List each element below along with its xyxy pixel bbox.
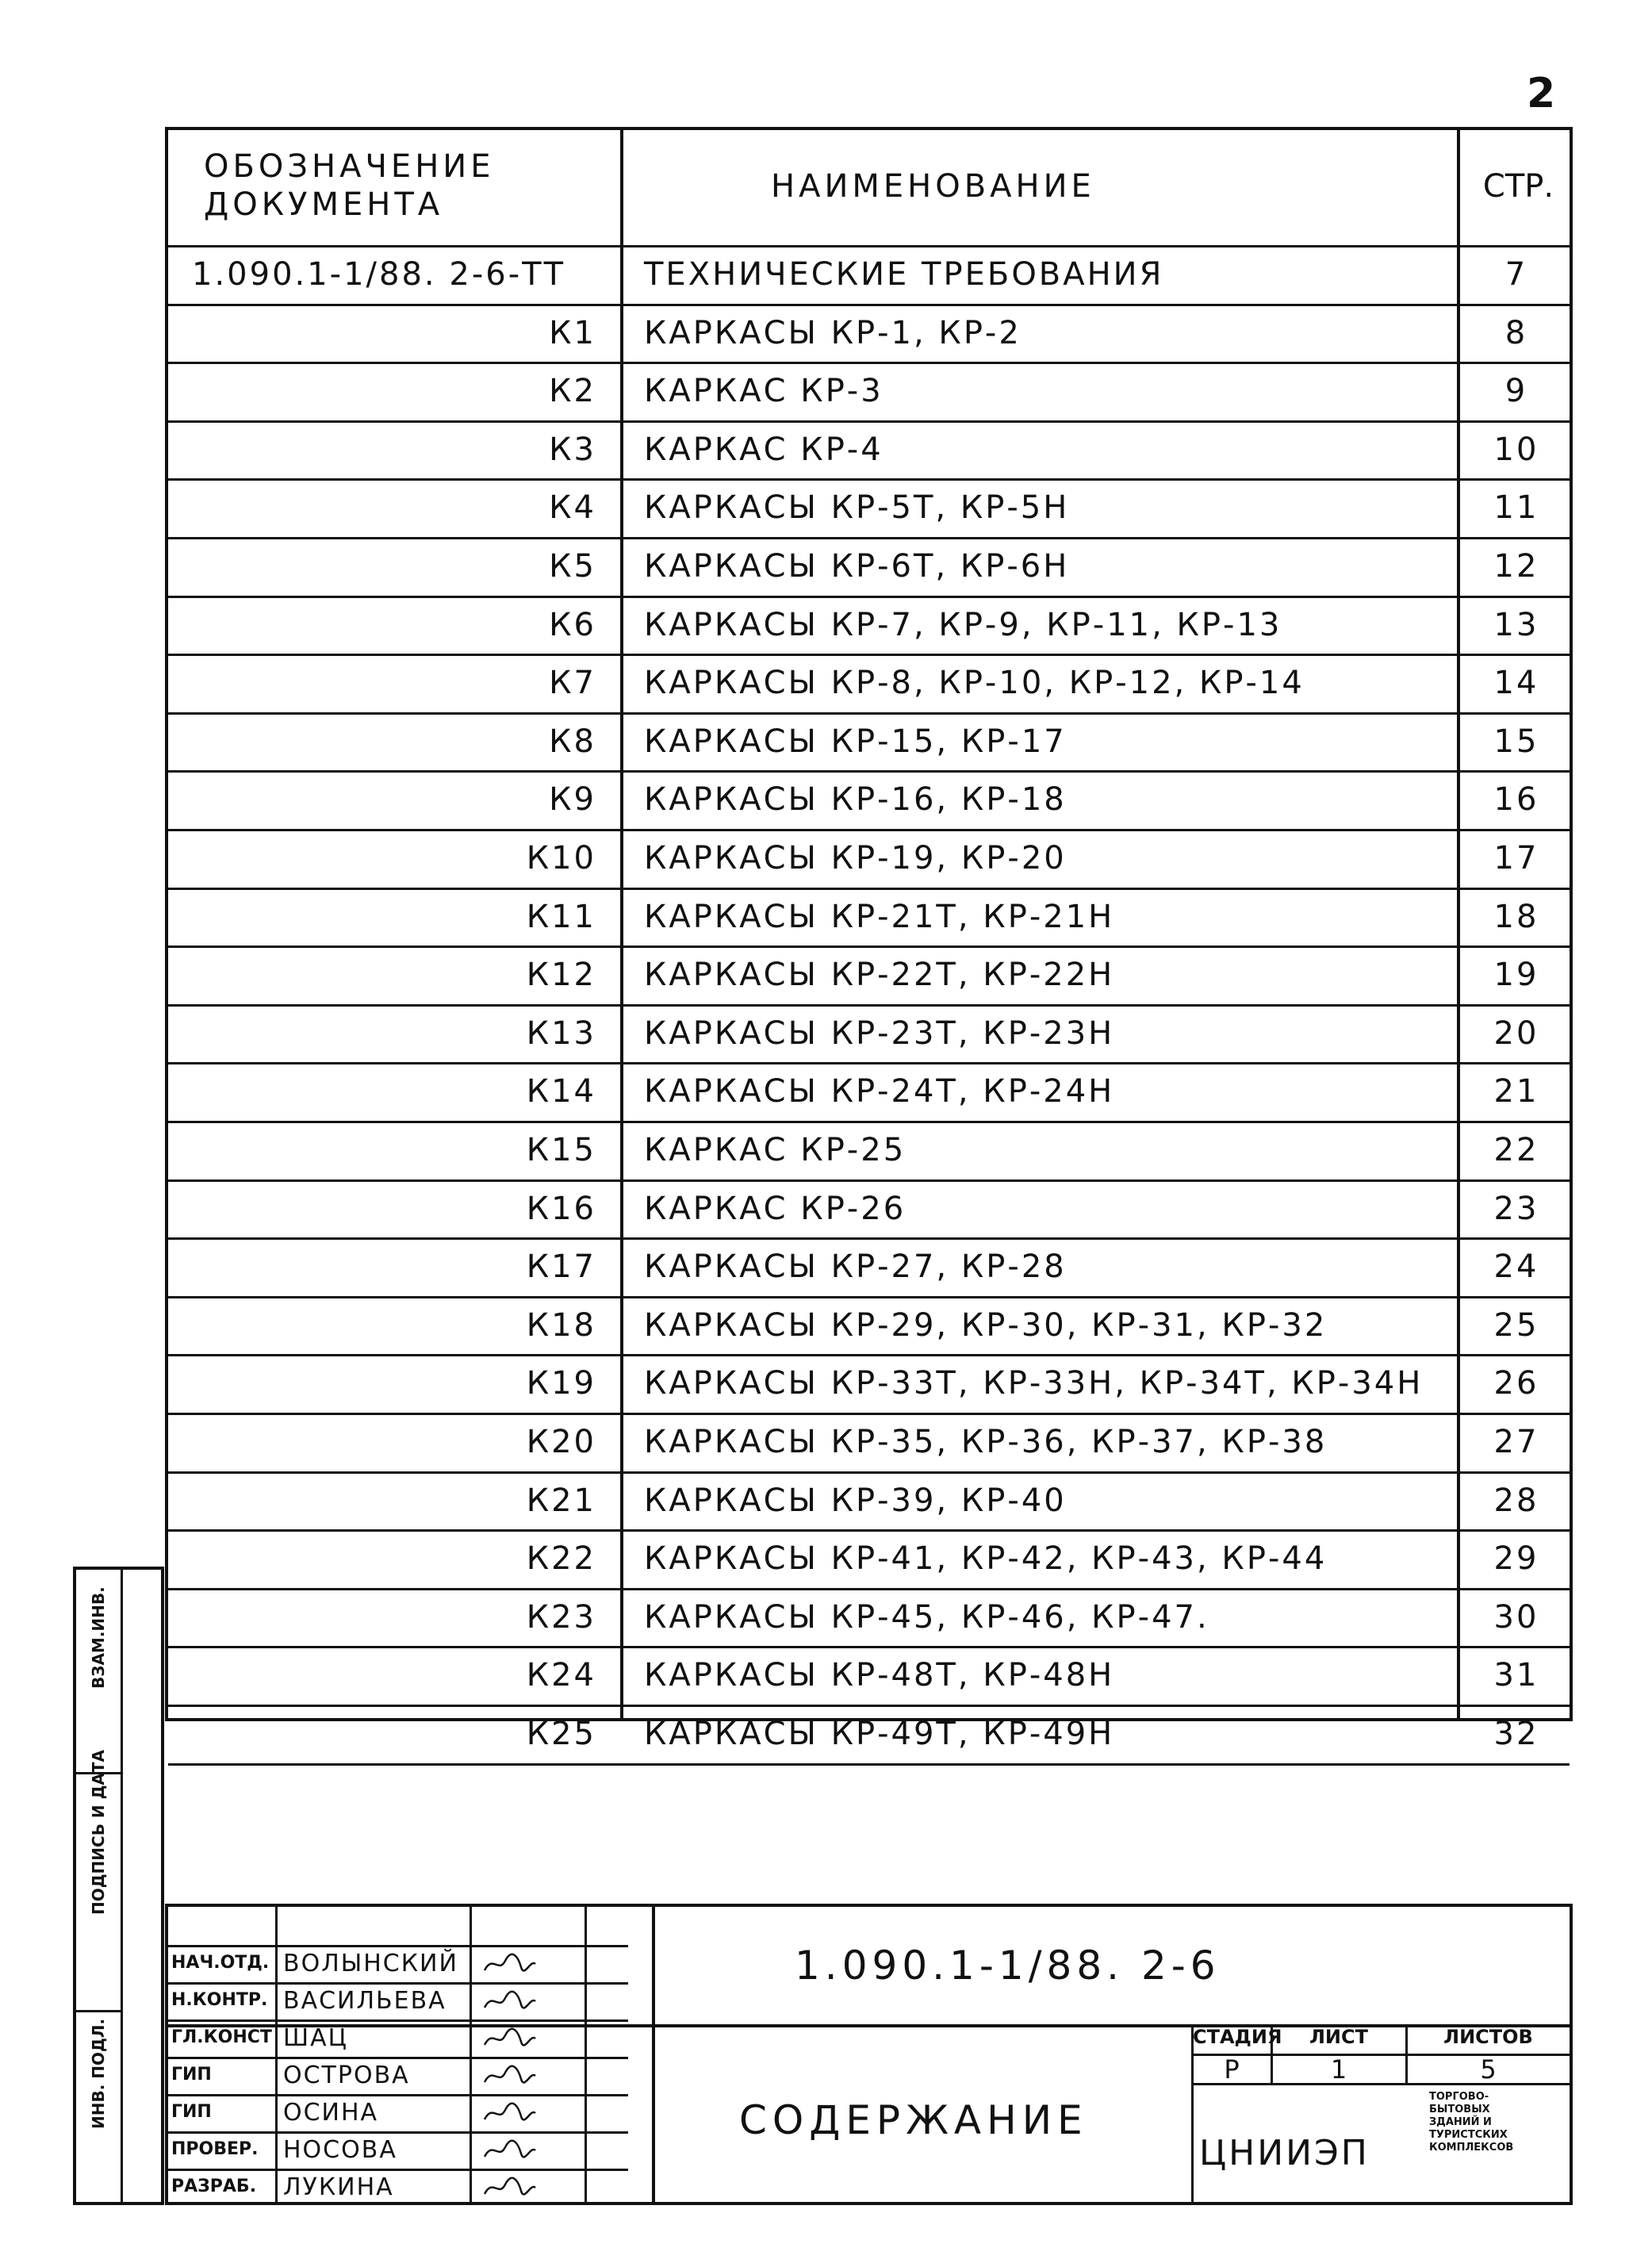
row-name: КАРКАС КР-25 <box>644 1132 906 1168</box>
signature-icon <box>481 2063 537 2087</box>
contents-table <box>165 127 1573 1752</box>
row-page: 22 <box>1493 1132 1539 1168</box>
row-name: КАРКАСЫ КР-22Т, КР-22Н <box>644 957 1115 994</box>
row-name: КАРКАСЫ КР-35, КР-36, КР-37, КР-38 <box>644 1424 1328 1460</box>
row-code: К22 <box>526 1540 596 1578</box>
row-name: КАРКАСЫ КР-24Т, КР-24Н <box>644 1073 1115 1110</box>
tb-divider <box>470 1907 472 2202</box>
row-divider <box>168 1237 1570 1240</box>
person-name: ВАСИЛЬЕВА <box>283 1987 447 2015</box>
row-divider <box>168 1705 1570 1707</box>
header-name: НАИМЕНОВАНИЕ <box>771 168 1095 205</box>
row-divider <box>168 829 1570 831</box>
row-divider <box>168 1179 1570 1182</box>
row-code: К3 <box>549 431 596 468</box>
person-role: ГЛ.КОНСТ <box>171 2027 272 2047</box>
row-name: КАРКАСЫ КР-21Т, КР-21Н <box>644 898 1115 935</box>
header-page: СТР. <box>1482 168 1554 205</box>
row-name: КАРКАСЫ КР-48Т, КР-48Н <box>644 1657 1115 1694</box>
row-divider <box>168 1296 1570 1298</box>
row-page: 27 <box>1493 1424 1539 1460</box>
row-divider <box>168 1588 1570 1590</box>
row-name: КАРКАСЫ КР-16, КР-18 <box>644 781 1067 819</box>
person-role: ГИП <box>171 2102 212 2122</box>
label-vzam-inv: ВЗАМ.ИНВ. <box>89 1586 108 1689</box>
row-name: КАРКАС КР-26 <box>644 1190 906 1227</box>
row-name: КАРКАСЫ КР-41, КР-42, КР-43, КР-44 <box>644 1540 1328 1578</box>
row-name: ТЕХНИЧЕСКИЕ ТРЕБОВАНИЯ <box>644 256 1164 293</box>
row-page: 19 <box>1493 957 1539 994</box>
row-divider <box>168 1471 1570 1474</box>
row-divider <box>168 1354 1570 1356</box>
row-page: 12 <box>1493 548 1539 585</box>
row-code: 1.090.1-1/88. 2-6-ТТ <box>192 256 565 293</box>
row-code: К11 <box>526 898 596 935</box>
page-number: 2 <box>1527 70 1556 117</box>
row-page: 9 <box>1504 373 1528 410</box>
row-name: КАРКАСЫ КР-7, КР-9, КР-11, КР-13 <box>644 606 1282 643</box>
row-divider <box>168 770 1570 773</box>
row-code: К16 <box>526 1190 596 1227</box>
people-row-divider <box>168 2131 628 2134</box>
row-code: К4 <box>549 489 596 527</box>
people-row-divider <box>168 1945 628 1947</box>
signature-icon <box>481 2175 537 2199</box>
row-page: 16 <box>1493 781 1539 819</box>
person-role: РАЗРАБ. <box>171 2177 257 2196</box>
row-code: К2 <box>549 373 596 410</box>
stage-value: Р <box>1224 2054 1240 2085</box>
row-divider <box>168 596 1570 598</box>
row-code: К20 <box>526 1424 596 1460</box>
row-page: 15 <box>1493 723 1539 760</box>
row-name: КАРКАСЫ КР-15, КР-17 <box>644 723 1067 760</box>
row-page: 18 <box>1493 898 1539 935</box>
person-role: Н.КОНТР. <box>171 1990 268 2010</box>
row-name: КАРКАСЫ КР-6Т, КР-6Н <box>644 548 1070 585</box>
people-row-divider <box>168 2169 628 2171</box>
organization-description-line: БЫТОВЫХ <box>1429 2104 1490 2115</box>
organization-description-line: ЗДАНИЙ И <box>1429 2116 1492 2128</box>
row-page: 24 <box>1493 1248 1539 1286</box>
row-divider <box>168 537 1570 539</box>
row-code: К7 <box>549 665 596 702</box>
signature-icon <box>481 2138 537 2161</box>
strip-divider <box>121 1570 123 2202</box>
row-divider <box>168 362 1570 364</box>
row-divider <box>168 1529 1570 1532</box>
row-page: 14 <box>1493 665 1539 702</box>
row-page: 32 <box>1493 1716 1539 1752</box>
header-divider <box>168 245 1570 247</box>
person-name: ВОЛЫНСКИЙ <box>283 1950 458 1977</box>
row-name: КАРКАСЫ КР-45, КР-46, КР-47. <box>644 1598 1209 1636</box>
row-code: К13 <box>526 1015 596 1052</box>
row-code: К10 <box>526 840 596 876</box>
row-name: КАРКАСЫ КР-8, КР-10, КР-12, КР-14 <box>644 665 1305 702</box>
row-page: 30 <box>1493 1598 1539 1636</box>
column-divider <box>620 130 623 1718</box>
row-page: 31 <box>1493 1657 1539 1694</box>
row-divider <box>168 888 1570 890</box>
signature-icon <box>481 1989 537 2012</box>
row-page: 23 <box>1493 1190 1539 1227</box>
row-page: 26 <box>1493 1365 1539 1402</box>
tb-divider <box>652 1907 655 2202</box>
row-code: К21 <box>526 1482 596 1519</box>
row-page: 28 <box>1493 1482 1539 1519</box>
people-row-divider <box>168 2057 628 2059</box>
tb-divider <box>1191 2024 1194 2202</box>
tb-divider <box>275 1907 278 2202</box>
row-code: К18 <box>526 1306 596 1344</box>
margin-strip <box>73 1567 164 2205</box>
row-name: КАРКАСЫ КР-39, КР-40 <box>644 1482 1067 1519</box>
row-divider <box>168 1121 1570 1123</box>
sheet-value: 1 <box>1330 2054 1347 2085</box>
document-code: 1.090.1-1/88. 2-6 <box>795 1943 1221 1989</box>
label-podpis-data: ПОДПИСЬ И ДАТА <box>89 1749 108 1915</box>
row-name: КАРКАСЫ КР-29, КР-30, КР-31, КР-32 <box>644 1306 1328 1344</box>
sheets-label: ЛИСТОВ <box>1443 2026 1533 2048</box>
row-code: К5 <box>549 548 596 585</box>
row-page: 29 <box>1493 1540 1539 1578</box>
person-name: ЛУКИНА <box>283 2173 394 2201</box>
people-row-divider <box>168 2094 628 2096</box>
row-name: КАРКАСЫ КР-27, КР-28 <box>644 1248 1067 1286</box>
person-role: ПРОВЕР. <box>171 2139 259 2159</box>
row-code: К15 <box>526 1132 596 1168</box>
document-title: СОДЕРЖАНИЕ <box>739 2097 1088 2143</box>
signature-icon <box>481 2026 537 2050</box>
person-name: НОСОВА <box>283 2136 397 2164</box>
tb-divider <box>585 1907 587 2202</box>
signature-icon <box>481 1951 537 1975</box>
row-divider <box>168 304 1570 306</box>
row-name: КАРКАСЫ КР-49Т, КР-49Н <box>644 1716 1115 1752</box>
signature-icon <box>481 2100 537 2124</box>
row-divider <box>168 1413 1570 1415</box>
row-page: 10 <box>1493 431 1539 468</box>
row-name: КАРКАСЫ КР-1, КР-2 <box>644 314 1021 351</box>
row-page: 17 <box>1493 840 1539 876</box>
people-row-divider <box>168 2019 628 2022</box>
row-divider <box>168 420 1570 423</box>
row-name: КАРКАСЫ КР-5Т, КР-5Н <box>644 489 1070 527</box>
row-name: КАРКАСЫ КР-23Т, КР-23Н <box>644 1015 1115 1052</box>
row-name: КАРКАСЫ КР-19, КР-20 <box>644 840 1067 876</box>
row-code: К19 <box>526 1365 596 1402</box>
row-code: К8 <box>549 723 596 760</box>
row-divider <box>168 654 1570 656</box>
organization-description-line: КОМПЛЕКСОВ <box>1429 2142 1514 2154</box>
row-page: 11 <box>1493 489 1539 527</box>
label-inv-podl: ИНВ. ПОДЛ. <box>89 2018 108 2129</box>
row-code: К23 <box>526 1598 596 1636</box>
row-divider <box>168 1646 1570 1648</box>
header-designation: ОБОЗНАЧЕНИЕ ДОКУМЕНТА <box>204 148 495 223</box>
row-name: КАРКАС КР-4 <box>644 431 883 468</box>
row-page: 21 <box>1493 1073 1539 1110</box>
row-page: 25 <box>1493 1306 1539 1344</box>
people-row-divider <box>168 1982 628 1985</box>
row-name: КАРКАС КР-3 <box>644 373 883 410</box>
row-divider <box>168 1763 1570 1766</box>
row-code: К9 <box>549 781 596 819</box>
row-page: 20 <box>1493 1015 1539 1052</box>
row-page: 8 <box>1504 314 1528 351</box>
column-divider <box>1457 130 1460 1718</box>
row-code: К25 <box>526 1716 596 1752</box>
organization-description-line: ТУРИСТСКИХ <box>1429 2129 1508 2141</box>
row-code: К1 <box>549 314 596 351</box>
row-name: КАРКАСЫ КР-33Т, КР-33Н, КР-34Т, КР-34Н <box>644 1365 1424 1402</box>
organization: ЦНИИЭП <box>1199 2133 1370 2173</box>
row-code: К6 <box>549 606 596 643</box>
person-name: ОСИНА <box>283 2099 379 2127</box>
row-divider <box>168 478 1570 481</box>
row-divider <box>168 945 1570 948</box>
row-code: К17 <box>526 1248 596 1286</box>
row-divider <box>168 712 1570 715</box>
sheet-label: ЛИСТ <box>1309 2026 1368 2048</box>
row-page: 7 <box>1504 256 1528 293</box>
row-code: К14 <box>526 1073 596 1110</box>
person-role: ГИП <box>171 2065 212 2085</box>
row-page: 13 <box>1493 606 1539 643</box>
person-role: НАЧ.ОТД. <box>171 1953 270 1973</box>
sheets-value: 5 <box>1480 2054 1497 2085</box>
title-block <box>165 1904 1573 2205</box>
person-name: ШАЦ <box>283 2024 348 2052</box>
row-code: К24 <box>526 1657 596 1694</box>
strip-divider <box>76 2010 121 2012</box>
row-code: К12 <box>526 957 596 994</box>
person-name: ОСТРОВА <box>283 2062 410 2089</box>
row-divider <box>168 1062 1570 1064</box>
row-divider <box>168 1004 1570 1007</box>
stage-label: СТАДИЯ <box>1193 2026 1282 2048</box>
organization-description <box>1429 2091 1513 2154</box>
organization-description-line: ТОРГОВО- <box>1429 2091 1489 2103</box>
